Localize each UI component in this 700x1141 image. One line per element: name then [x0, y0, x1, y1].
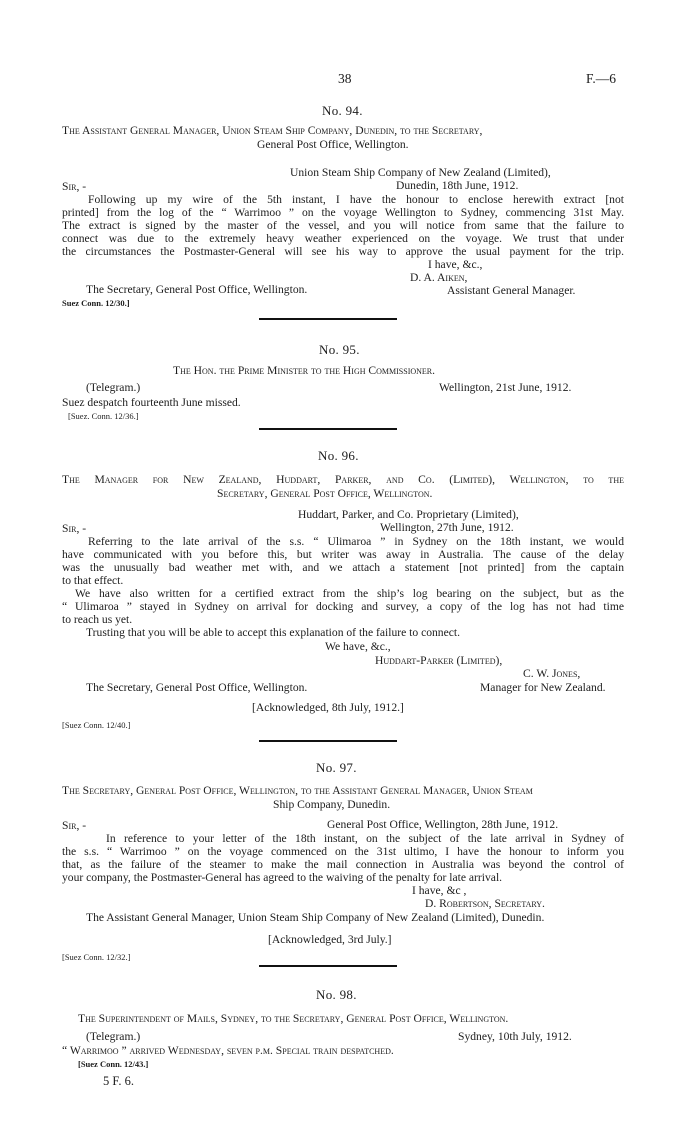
closing: I have, &c., — [428, 258, 483, 271]
letter-heading: The Secretary, General Post Office, Wellington, to the Assistant General Manager, Union Steam — [62, 784, 533, 797]
telegram-body: “ Warrimoo ” arrived Wednesday, seven p.m. Special train despatched. — [62, 1044, 394, 1057]
body-line: We have also written for a certified extract from the ship’s log bearing on the subject, but as the — [75, 587, 624, 600]
salutation: Sir, - — [62, 180, 87, 193]
letter-number: No. 98. — [316, 987, 357, 1002]
body-line: to that effect. — [62, 574, 124, 587]
file-reference: Suez Conn. 12/30.] — [62, 298, 130, 308]
body-line: Trusting that you will be able to accept this explanation of the failure to connect. — [86, 626, 461, 639]
letter-number: No. 94. — [322, 103, 363, 118]
body-line: printed] from the log of the “ Warrimoo ” on the voyage Wellington to Sydney, commencing 31st May. — [62, 206, 624, 219]
place-date: Sydney, 10th July, 1912. — [458, 1030, 572, 1043]
sender-date: Dunedin, 18th June, 1912. — [396, 179, 519, 192]
body-line: that, as the failure of the steamer to make the mail connection in Australia was beyond the control of — [62, 858, 624, 871]
body-line: the s.s. “ Warrimoo ” on the voyage commenced on the 31st ultimo, I have the honour to inform you — [62, 845, 624, 858]
closing: I have, &c , — [412, 884, 467, 897]
letter-heading-cont: Ship Company, Dunedin. — [273, 798, 391, 811]
section-divider — [259, 965, 397, 967]
section-divider — [259, 318, 397, 320]
sender-address: Huddart, Parker, and Co. Proprietary (Limited), — [298, 508, 519, 521]
addressee: The Secretary, General Post Office, Wellington. — [86, 681, 308, 694]
acknowledged-note: [Acknowledged, 8th July, 1912.] — [252, 701, 404, 714]
sender-date: Wellington, 27th June, 1912. — [380, 521, 514, 534]
telegram-label: (Telegram.) — [86, 1030, 141, 1043]
letter-heading: The Assistant General Manager, Union Steam Ship Company, Dunedin, to the Secretary, — [62, 124, 483, 137]
section-divider — [259, 740, 397, 742]
section-divider — [259, 428, 397, 430]
salutation: Sir, - — [62, 819, 87, 832]
signatory-title: Manager for New Zealand. — [480, 681, 606, 694]
file-reference: [Suez Conn. 12/32.] — [62, 952, 131, 962]
addressee: The Secretary, General Post Office, Wellington. — [86, 283, 308, 296]
body-line: Referring to the late arrival of the s.s. “ Ulimaroa ” in Sydney on the 18th instant, we would — [88, 535, 624, 548]
closing: We have, &c., — [325, 640, 391, 653]
letter-heading: The Hon. the Prime Minister to the High Commissioner. — [173, 364, 436, 377]
body-line: “ Ulimaroa ” stayed in Sydney on arrival for docking and survey, a copy of the log has not had time — [62, 600, 624, 613]
printer-mark: 5 F. 6. — [103, 1074, 134, 1088]
addressee: The Assistant General Manager, Union Steam Ship Company of New Zealand (Limited), Dunedin. — [86, 911, 545, 924]
signatory-title: Assistant General Manager. — [447, 284, 576, 297]
body-line: your company, the Postmaster-General has agreed to the waiving of the penalty for late arrival. — [62, 871, 503, 884]
body-line: connect was due to the extremely heavy weather experienced on the voyage. We trust that under — [62, 232, 624, 245]
letter-heading: The Superintendent of Mails, Sydney, to the Secretary, General Post Office, Wellington. — [78, 1012, 509, 1025]
signatory: D. Robertson, Secretary. — [425, 897, 545, 910]
place-date: Wellington, 21st June, 1912. — [439, 381, 572, 394]
signatory: C. W. Jones, — [523, 667, 581, 680]
letter-heading-cont: Secretary, General Post Office, Wellington. — [217, 487, 433, 500]
body-line: In reference to your letter of the 18th instant, on the subject of the late arrival in Sydney of — [106, 832, 624, 845]
letter-number: No. 95. — [319, 342, 360, 357]
company-signature: Huddart-Parker (Limited), — [375, 654, 503, 667]
body-line: The extract is signed by the master of the vessel, and you will notice from same that the failure to — [62, 219, 624, 232]
body-line: to reach us yet. — [62, 613, 133, 626]
telegram-label: (Telegram.) — [86, 381, 141, 394]
letter-heading: The Manager for New Zealand, Huddart, Parker, and Co. (Limited), Wellington, to the — [62, 473, 624, 486]
letter-number: No. 97. — [316, 760, 357, 775]
file-reference: [Suez Conn. 12/40.] — [62, 720, 131, 730]
letter-number: No. 96. — [318, 448, 359, 463]
salutation: Sir, - — [62, 522, 87, 535]
sender-address: General Post Office, Wellington, 28th June, 1912. — [327, 818, 559, 831]
body-line: Following up my wire of the 5th instant, I have the honour to enclose herewith extract [not — [88, 193, 624, 206]
body-line: have communicated with you before this, but writer was away in Australia. The cause of the delay — [62, 548, 624, 561]
file-reference: [Suez. Conn. 12/36.] — [68, 411, 139, 421]
page-number: 38 — [338, 71, 352, 86]
file-reference: [Suez Conn. 12/43.] — [78, 1059, 149, 1069]
body-line: was the unusually bad weather met with, and we attach a statement [not printed] from the captain — [62, 561, 624, 574]
section-code: F.—6 — [586, 71, 617, 86]
body-line: the circumstances the Postmaster-General will see his way to approve the usual payment for the trip. — [62, 245, 624, 258]
telegram-body: Suez despatch fourteenth June missed. — [62, 396, 241, 409]
letter-heading-cont: General Post Office, Wellington. — [257, 138, 409, 151]
sender-address: Union Steam Ship Company of New Zealand (Limited), — [290, 166, 551, 179]
signatory: D. A. Aiken, — [410, 271, 468, 284]
acknowledged-note: [Acknowledged, 3rd July.] — [268, 933, 392, 946]
